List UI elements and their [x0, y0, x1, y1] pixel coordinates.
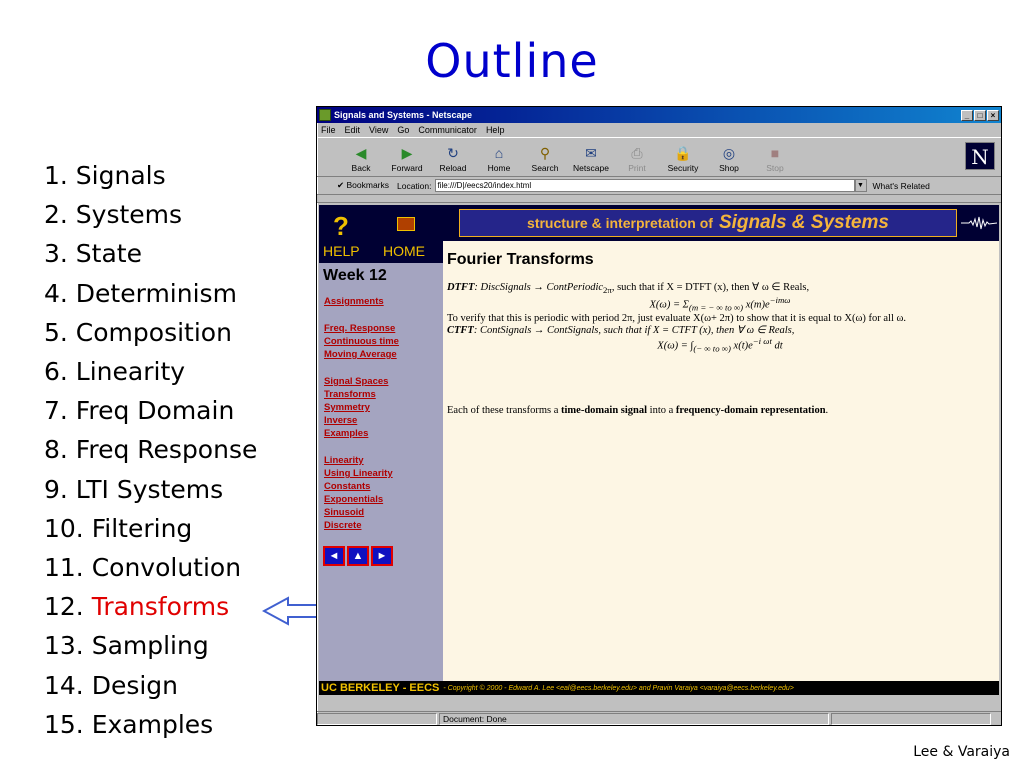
search-button[interactable]: ⚲ Search	[531, 144, 559, 173]
back-arrow-icon: ◀	[355, 144, 367, 161]
banner-main: Signals & Systems	[718, 212, 889, 233]
help-icon[interactable]: ?	[333, 211, 349, 241]
sidebar-link-freq-response[interactable]: Freq. Response	[324, 323, 396, 334]
forward-button[interactable]: ▶ Forward	[391, 144, 423, 173]
sidebar-link-symmetry[interactable]: Symmetry	[324, 402, 370, 413]
author-credit: Lee & Varaiya	[913, 744, 1010, 760]
link-group-gap	[324, 308, 443, 322]
sidebar-link-continuous-time[interactable]: Continuous time	[324, 336, 399, 347]
up-page-button[interactable]: ▲	[347, 546, 369, 566]
content-heading: Fourier Transforms	[447, 251, 594, 268]
summary-text: Each of these transforms a time-domain signal into a frequency-domain representation.	[447, 405, 829, 417]
prev-page-button[interactable]: ◄	[323, 546, 345, 566]
collapse-tab[interactable]	[317, 195, 1001, 203]
page-footer	[319, 681, 999, 695]
sidebar-link-constants[interactable]: Constants	[324, 481, 371, 492]
location-bar	[317, 177, 1001, 195]
security-button[interactable]: 🔒 Security	[667, 144, 699, 173]
outline-item: 5. Composition	[44, 317, 232, 347]
browser-window	[316, 106, 1002, 726]
waveform-icon	[961, 215, 997, 231]
outline-item: 2. Systems	[44, 200, 183, 230]
outline-item: 15. Examples	[44, 709, 214, 739]
status-text: Document: Done	[439, 713, 829, 725]
forward-arrow-icon: ▶	[401, 144, 413, 161]
status-bar	[317, 711, 1001, 725]
window-titlebar[interactable]	[317, 107, 1001, 123]
sidebar-link-using-linearity[interactable]: Using Linearity	[324, 468, 393, 479]
location-label: Location:	[397, 180, 432, 191]
menu-item-view[interactable]: View	[369, 125, 389, 135]
outline-item: 13. Sampling	[44, 631, 209, 661]
menu-item-file[interactable]: File	[321, 125, 336, 135]
outline-item: 11. Convolution	[44, 553, 242, 583]
outline-item: 14. Design	[44, 670, 179, 700]
sidebar-link-linearity[interactable]: Linearity	[324, 455, 364, 466]
home-icon: ⌂	[494, 145, 504, 161]
component-bar[interactable]	[831, 713, 991, 725]
reload-icon: ↻	[447, 144, 459, 161]
window-title: Signals and Systems - Netscape	[334, 110, 473, 120]
banner-title	[459, 209, 957, 237]
sidebar-link-assignments[interactable]: Assignments	[324, 296, 384, 307]
reload-button[interactable]: ↻ Reload	[439, 144, 467, 173]
next-page-button[interactable]: ►	[371, 546, 393, 566]
whats-related-button[interactable]: What's Related	[872, 180, 930, 191]
menu-bar	[317, 123, 1001, 137]
periodicity-note: To verify that this is periodic with period 2π, just evaluate X(ω+ 2π) to show that it is equal to X(ω) for all ω.	[447, 312, 907, 324]
home-button[interactable]: ⌂ Home	[487, 145, 511, 173]
security-status-icon[interactable]	[317, 713, 437, 725]
banner-subtitle: structure & interpretation of	[527, 215, 713, 231]
help-link[interactable]: HELP	[323, 243, 360, 259]
slide-title: Outline	[425, 34, 599, 88]
footer-copyright: - Copyright © 2000 - Edward A. Lee <eal@eecs.berkeley.edu> and Pravin Varaiya <varaiya@eecs.berkeley.edu>	[443, 684, 794, 692]
web-page	[319, 205, 999, 695]
sidebar	[319, 205, 443, 695]
menu-item-edit[interactable]: Edit	[344, 125, 361, 135]
print-icon: ⎙	[631, 144, 643, 161]
menu-item-help[interactable]: Help	[485, 125, 505, 135]
netscape-button[interactable]: ✉ Netscape	[573, 144, 609, 173]
location-dropdown-icon[interactable]: ▼	[855, 179, 867, 192]
stop-icon: ■	[770, 145, 780, 161]
dtft-definition: DTFT: DiscSignals → ContPeriodic$_{2\pi}$, such that if X = DTFT (x), then ∀ ω ∈ Reals,	[447, 282, 810, 296]
minimize-button[interactable]: _	[961, 110, 973, 121]
outline-item: 8. Freq Response	[44, 435, 258, 465]
ctft-equation: $X(\omega) = \int_{(- \infty to \infty)}$ $x(t)e^{-i \omega t}$ dt	[657, 335, 783, 354]
location-input[interactable]: file:///D|/eecs20/index.html	[435, 179, 855, 192]
home-link[interactable]: HOME	[383, 243, 425, 259]
menu-item-communicator[interactable]: Communicator	[418, 125, 477, 135]
sidebar-link-moving-average[interactable]: Moving Average	[324, 349, 397, 360]
outline-item: 4. Determinism	[44, 278, 237, 308]
link-group-gap	[324, 440, 443, 454]
outline-item: 10. Filtering	[44, 513, 193, 543]
sidebar-link-sinusoid[interactable]: Sinusoid	[324, 507, 365, 518]
navigation-toolbar	[317, 137, 1001, 177]
outline-item: 9. LTI Systems	[44, 474, 224, 504]
banner	[443, 205, 999, 241]
dtft-equation: $X(\omega) = \Sigma_{(m = - \infty to \infty)}$ $x(m)e^{-im\omega}$	[649, 295, 791, 313]
netscape-app-icon	[319, 109, 331, 121]
outline-item: 3. State	[44, 239, 142, 269]
lock-icon: 🔒	[674, 144, 692, 161]
shop-icon: ◎	[722, 144, 736, 161]
shop-button[interactable]: ◎ Shop	[719, 144, 739, 173]
footer-institution: UC BERKELEY - EECS	[321, 682, 440, 694]
sidebar-link-exponentials[interactable]: Exponentials	[324, 494, 384, 505]
netscape-icon: ✉	[585, 144, 597, 161]
sidebar-header	[319, 205, 443, 263]
link-group-gap	[324, 361, 443, 375]
outline-item: 1. Signals	[44, 161, 166, 190]
sidebar-link-inverse[interactable]: Inverse	[324, 415, 358, 426]
back-button[interactable]: ◀ Back	[351, 144, 371, 173]
stop-button[interactable]: ■ Stop	[766, 145, 784, 173]
sidebar-links	[319, 295, 443, 532]
week-label: Week 12	[323, 267, 387, 284]
sidebar-link-examples[interactable]: Examples	[324, 428, 369, 439]
bookmarks-button[interactable]: ✔ Bookmarks	[337, 180, 389, 190]
outline-item-current: 12. Transforms	[44, 592, 230, 622]
maximize-button[interactable]: □	[974, 110, 986, 121]
home-page-icon[interactable]	[397, 217, 415, 231]
menu-item-go[interactable]: Go	[397, 125, 410, 135]
outline-item: 7. Freq Domain	[44, 396, 235, 426]
outline-list	[44, 156, 257, 744]
sidebar-link-signal-spaces[interactable]: Signal Spaces	[324, 376, 389, 387]
search-icon: ⚲	[539, 144, 551, 161]
outline-item: 6. Linearity	[44, 357, 186, 387]
sidebar-link-discrete[interactable]: Discrete	[324, 520, 362, 531]
netscape-logo-icon[interactable]: N	[965, 142, 995, 170]
ctft-definition: CTFT: ContSignals → ContSignals, such that if X = CTFT (x), then ∀ ω ∈ Reals,	[447, 324, 795, 336]
close-button[interactable]: ×	[987, 110, 999, 121]
main-content	[447, 245, 993, 416]
sidebar-link-transforms[interactable]: Transforms	[324, 389, 376, 400]
print-button[interactable]: ⎙ Print	[628, 144, 646, 173]
page-nav	[319, 546, 443, 566]
